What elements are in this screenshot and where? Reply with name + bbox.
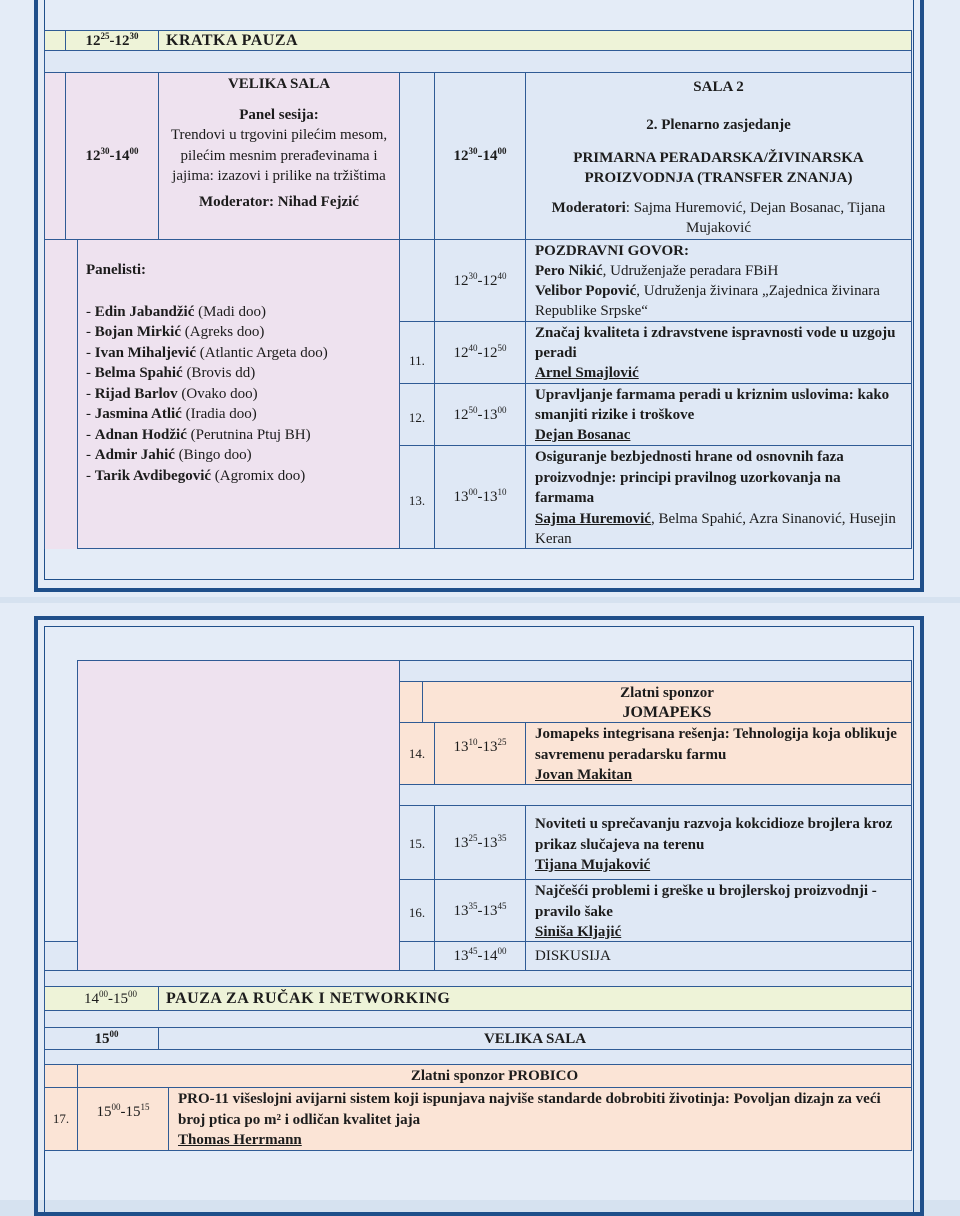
- hall-name: VELIKA SALA: [227, 76, 331, 92]
- speaker-name: Arnel Smajlović: [535, 365, 639, 381]
- break-label: KRATKA PAUZA: [158, 30, 912, 51]
- talk-14: [525, 722, 912, 785]
- speaker-name: Siniša Kljajić: [535, 924, 622, 940]
- plenary-title: PRIMARNA PERADARSKA/ŽIVINARSKA PROIZVODNJA (TRANSFER ZNANJA): [573, 150, 864, 186]
- talk-title: PRO-11 višeslojni avijarni sistem koji ispunjava najviše standarde dobrobiti životinja: Povoljan dizajn za veći broj ptica po m² i odličan kvalitet jaja: [178, 1091, 881, 1128]
- spacer-row: [44, 1010, 912, 1028]
- panelist-item: - Tarik Avdibegović (Agromix doo): [86, 467, 306, 484]
- speaker-name: Thomas Herrmann: [178, 1132, 302, 1148]
- panel-continued-cell: [77, 660, 400, 971]
- talk-time: 12 $^{50}$ - 13 $^{00}$: [434, 383, 526, 446]
- left-gap: [44, 941, 78, 971]
- break-time: 12 $^{25}$ - 12 $^{30}$: [65, 30, 159, 51]
- lunch-label: PAUZA ZA RUČAK I NETWORKING: [158, 986, 912, 1011]
- speaker-name: Jovan Makitan: [535, 767, 633, 783]
- plenary-label: 2. Plenarno zasjedanje: [646, 117, 791, 133]
- speaker-name: Tijana Mujaković: [535, 857, 651, 873]
- talk-number: 13.: [399, 445, 435, 549]
- talk-title: Upravljanje farmama peradi u kriznim uslovima: kako smanjiti rizike i troškove: [535, 387, 890, 423]
- lunch-time: 14 $^{00}$ - 15 $^{00}$: [44, 986, 159, 1011]
- spacer-row: [399, 784, 912, 806]
- talk-13: [525, 445, 912, 549]
- panelist-item: - Rijad Barlov (Ovako doo): [86, 385, 258, 402]
- panelists-gap: [44, 239, 78, 549]
- moderators-line: Moderatori: Sajma Huremović, Dejan Bosanac, Tijana Mujaković: [551, 200, 886, 236]
- panelist-item: - Adnan Hodžić (Perutnina Ptuj BH): [86, 426, 311, 443]
- talk-17: [168, 1087, 912, 1151]
- panelists-box: [77, 239, 400, 549]
- sponsor-gap: [44, 1064, 78, 1088]
- talk-title: Najčešći problemi i greške u brojlerskoj proizvodnji - pravilo šake: [535, 883, 877, 920]
- panel-description: Trendovi u trgovini pilećim mesom, pilećim mesnim prerađevinama i jajima: izazovi i prilike na tržištima: [170, 127, 388, 184]
- talk-16: [525, 879, 912, 942]
- sponsor-gap: [399, 681, 423, 723]
- left-session-time: 12 $^{30}$ - 14 $^{00}$: [65, 72, 159, 240]
- talk-title: Značaj kvaliteta i zdravstvene ispravnosti vode u uzgoju peradi: [535, 325, 896, 361]
- left-session-info: [158, 72, 400, 240]
- talk-title: Noviteti u sprečavanju razvoja kokcidioze brojlera kroz prikaz slučajeva na terenu: [535, 816, 893, 853]
- afternoon-time: 15 $^{00}$: [44, 1027, 159, 1050]
- talk-time: 12 $^{30}$ - 12 $^{40}$: [434, 239, 526, 322]
- break-row-gap: [44, 30, 66, 51]
- sponsor-jomapeks: [422, 681, 912, 723]
- right-session-gap: [399, 72, 435, 240]
- speaker-line: Velibor Popović, Udruženja živinara „Zajednica živinara Republike Srpske“: [535, 283, 880, 319]
- talk-time: 13 $^{10}$ - 13 $^{25}$: [434, 722, 526, 785]
- talk-title: POZDRAVNI GOVOR:: [535, 243, 690, 259]
- talk-time: 13 $^{35}$ - 13 $^{45}$: [434, 879, 526, 942]
- spacer-row: [44, 970, 912, 987]
- talk-number: 12.: [399, 383, 435, 446]
- talk-time: 15 $^{00}$ - 15 $^{15}$: [77, 1087, 169, 1151]
- panelist-item: - Belma Spahić (Brovis dd): [86, 365, 256, 381]
- afternoon-hall: VELIKA SALA: [158, 1027, 912, 1050]
- talk-number: 17.: [44, 1087, 78, 1151]
- sponsor-name: JOMAPEKS: [622, 704, 712, 721]
- talk-number: 15.: [399, 805, 435, 880]
- sponsor-probico: Zlatni sponzor PROBICO: [77, 1064, 912, 1088]
- talk-title: Osiguranje bezbjednosti hrane od osnovnih faza proizvodnje: principi pravilnog uzorkovanja na farmama: [535, 449, 844, 506]
- discussion-label: DISKUSIJA: [525, 941, 912, 971]
- panel-title: Panel sesija:: [239, 106, 319, 123]
- right-session-time: 12 $^{30}$ - 14 $^{00}$: [434, 72, 526, 240]
- panelist-item: - Admir Jahić (Bingo doo): [86, 447, 252, 463]
- speaker-line: Sajma Huremović, Belma Spahić, Azra Sinanović, Husejin Keran: [535, 510, 896, 547]
- moderator-line: Moderator: Nihad Fejzić: [199, 193, 359, 210]
- hall-name-2: SALA 2: [693, 79, 744, 95]
- panelist-item: - Ivan Mihaljević (Atlantic Argeta doo): [86, 344, 328, 361]
- talk-number: 11.: [399, 321, 435, 384]
- talk-number: 16.: [399, 879, 435, 942]
- left-session-gap: [44, 72, 66, 240]
- talk-number: 14.: [399, 722, 435, 785]
- talk-welcome: [525, 239, 912, 322]
- talk-15: [525, 805, 912, 880]
- speaker-name: Dejan Bosanac: [535, 427, 631, 443]
- panelist-item: - Jasmina Atlić (Iradia doo): [86, 406, 257, 422]
- panelist-item: - Bojan Mirkić (Agreks doo): [86, 324, 265, 340]
- talk-time: 13 $^{00}$ - 13 $^{10}$: [434, 445, 526, 549]
- panelists-label: Panelisti:: [86, 262, 146, 278]
- spacer-row: [44, 1049, 912, 1065]
- sponsor-label: Zlatni sponzor: [620, 685, 714, 701]
- talk-time: 12 $^{40}$ - 12 $^{50}$: [434, 321, 526, 384]
- talk-11: [525, 321, 912, 384]
- sponsor-row-top: [399, 660, 912, 682]
- speaker-line: Pero Nikić, Udruženjaže peradara FBiH: [535, 263, 779, 279]
- discussion-time: 13 $^{45}$ - 14 $^{00}$: [434, 941, 526, 971]
- right-session-info: [525, 72, 912, 240]
- discussion-gap: [399, 941, 435, 971]
- talk-12: [525, 383, 912, 446]
- talk-number: [399, 239, 435, 322]
- talk-title: Jomapeks integrisana rešenja: Tehnologija koja oblikuje savremenu peradarsku farmu: [535, 726, 897, 763]
- talk-time: 13 $^{25}$ - 13 $^{35}$: [434, 805, 526, 880]
- panelist-item: - Edin Jabandžić (Madi doo): [86, 303, 267, 320]
- spacer-row: [44, 50, 912, 73]
